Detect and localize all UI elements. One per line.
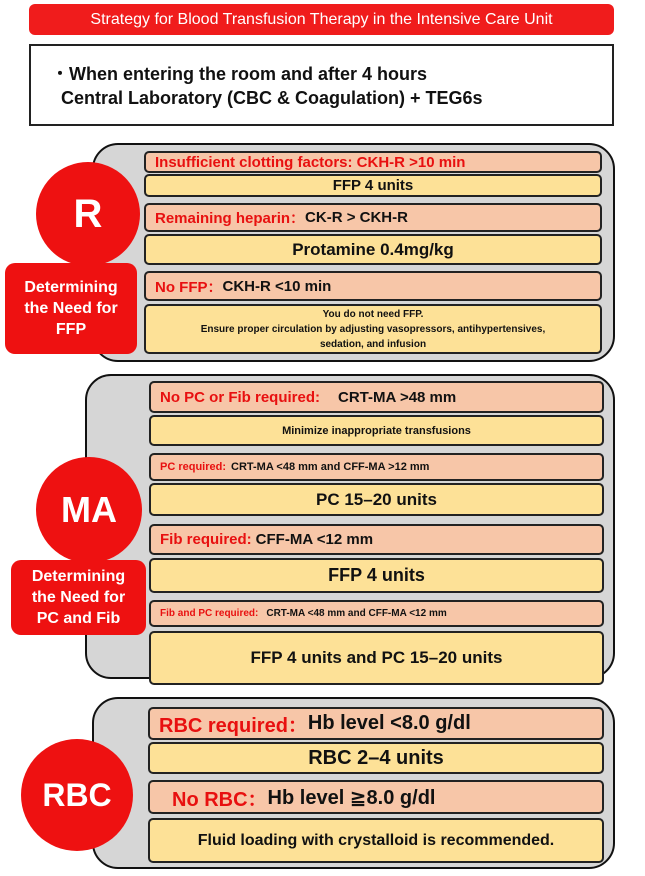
rbc-circle [21, 739, 133, 851]
ma-condition-none-value: CRT-MA >48 mm [338, 388, 457, 406]
ma-condition-none-label: No PC or Fib required: [160, 388, 321, 406]
r-action-noffp-line-3: sedation, and infusion [319, 338, 427, 350]
r-condition-noffp [144, 271, 602, 301]
r-circle-label: R [73, 191, 103, 236]
ma-side-label [11, 560, 146, 635]
r-condition-noffp-value: CKH-R <10 min [222, 277, 332, 295]
ma-condition-pc-value: CRT-MA <48 mm and CFF-MA >12 mm [231, 461, 430, 473]
title-text: Strategy for Blood Transfusion Therapy in the Intensive Care Unit [90, 10, 553, 28]
r-side-label-line-3: FFP [55, 321, 87, 338]
r-side-label-line-1: Determining [24, 279, 118, 296]
rbc-condition-required-label: RBC required： [159, 715, 308, 737]
ma-side-label-line-2: the Need for [31, 589, 126, 606]
rbc-condition-none-value: Hb level ≧8.0 g/dl [267, 786, 436, 809]
ma-side-label-line-1: Determining [31, 568, 126, 585]
ma-condition-pc-label: PC required: [160, 461, 227, 473]
r-condition-clotting [144, 151, 602, 173]
ma-condition-fib-label: Fib required: [160, 531, 252, 548]
ma-condition-fibpc-label: Fib and PC required: [160, 608, 259, 619]
ma-action-minimize-text: Minimize inappropriate transfusions [282, 424, 471, 437]
intro-line-2: Central Laboratory (CBC & Coagulation) + TEG6s [61, 88, 483, 108]
title-banner [29, 4, 614, 35]
r-action-noffp-line-2: Ensure proper circulation by adjusting vasopressors, antihypertensives, [200, 323, 546, 335]
ma-circle [36, 457, 142, 563]
r-action-protamine [144, 234, 602, 265]
intro-line-1: ・When entering the room and after 4 hours [51, 64, 428, 84]
r-action-protamine-text: Protamine 0.4mg/kg [292, 239, 454, 259]
ma-condition-none [149, 381, 604, 413]
intro-box [29, 44, 614, 126]
ma-condition-fibpc-value: CRT-MA <48 mm and CFF-MA <12 mm [266, 608, 447, 619]
rbc-condition-required-value: Hb level <8.0 g/dl [307, 712, 471, 734]
r-circle [36, 162, 140, 266]
r-condition-heparin-label: Remaining heparin： [155, 210, 306, 227]
r-condition-clotting-label: Insufficient clotting factors: CKH-R >10 min [155, 153, 466, 171]
ma-side-label-line-3: PC and Fib [36, 610, 121, 627]
r-condition-heparin [144, 203, 602, 232]
r-condition-heparin-value: CK-R > CKH-R [305, 209, 408, 226]
ma-action-ffp-pc-text: FFP 4 units and PC 15–20 units [250, 648, 503, 667]
ma-circle-label: MA [61, 489, 117, 530]
rbc-condition-none-label: No RBC： [172, 788, 268, 811]
rbc-action-fluid-text: Fluid loading with crystalloid is recommended. [197, 831, 555, 849]
r-action-noffp [144, 304, 602, 354]
ma-condition-fib [149, 524, 604, 555]
ma-condition-pc [149, 453, 604, 481]
r-action-noffp-line-1: You do not need FFP. [322, 308, 424, 320]
ma-condition-fibpc [149, 600, 604, 627]
ma-action-pc-text: PC 15–20 units [316, 489, 437, 509]
rbc-circle-label: RBC [42, 776, 112, 813]
r-side-label [5, 263, 137, 354]
ma-action-ffp-pc [149, 631, 604, 685]
rbc-action-units [148, 742, 604, 774]
r-condition-noffp-label: No FFP： [155, 278, 223, 296]
ma-action-pc [149, 483, 604, 516]
ma-action-ffp [149, 558, 604, 593]
r-action-ffp-text: FFP 4 units [332, 177, 414, 194]
r-side-label-line-2: the Need for [24, 300, 118, 317]
rbc-action-units-text: RBC 2–4 units [308, 746, 444, 769]
rbc-condition-required [148, 707, 604, 740]
ma-action-ffp-text: FFP 4 units [328, 565, 425, 585]
rbc-action-fluid [148, 818, 604, 863]
rbc-condition-none [148, 780, 604, 814]
ma-condition-fib-value: CFF-MA <12 mm [255, 531, 374, 548]
r-action-ffp [144, 174, 602, 197]
ma-action-minimize [149, 415, 604, 446]
